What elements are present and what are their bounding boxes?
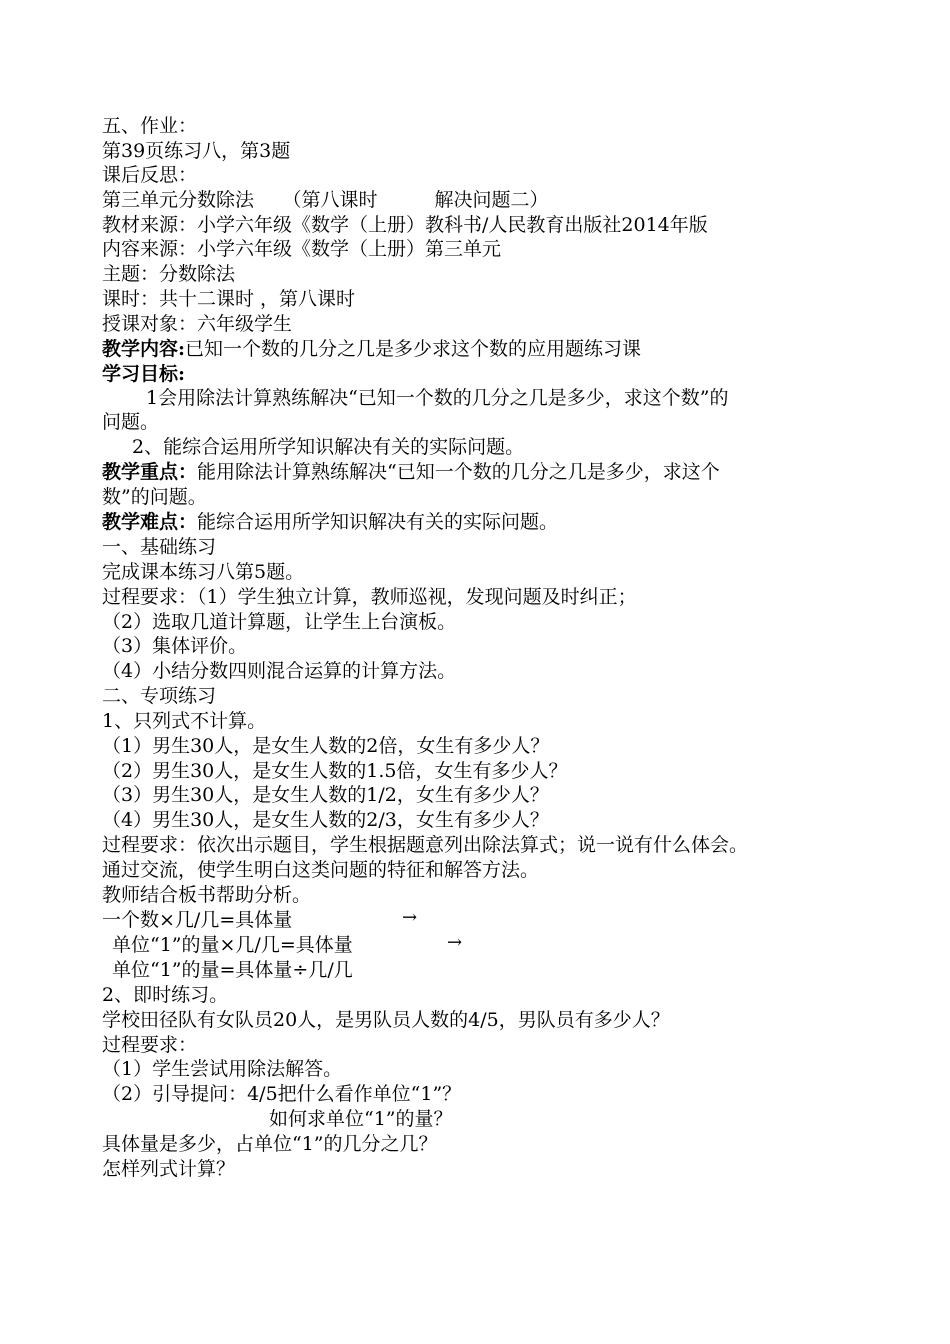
goal-1: 1会用除法计算熟练解决“已知一个数的几分之几是多少，求这个数”的 [146,387,729,409]
homework-text: 第39页练习八，第3题 [102,140,291,162]
homework-heading: 五、作业： [102,115,198,137]
process-req-2: 过程要求：依次出示题目，学生根据题意列出除法算式；说一说有什么体会。 [102,834,749,856]
key-point-cont: 数”的问题。 [102,486,207,508]
question-2: （2）男生30人，是女生人数的1.5倍，女生有多少人？ [102,760,568,782]
process-req-3-step-1: （1）学生尝试用除法解答。 [102,1058,343,1080]
reflection-heading: 课后反思： [102,164,198,186]
audience: 授课对象：六年级学生 [102,313,293,335]
process-req-2-cont: 通过交流，使学生明白这类问题的特征和解答方法。 [102,859,540,881]
teaching-content-label: 教学内容: [102,338,186,360]
teaching-content [102,337,641,361]
formula-2: 单位“1”的量×几/几=具体量 [112,934,353,956]
section-2-heading: 二、专项练习 [102,685,217,707]
section-1-heading: 一、基础练习 [102,536,217,558]
goal-1-cont: 问题。 [102,411,160,433]
process-req-3-step-2: （2）引导提问：4/5把什么看作单位“1”？ [102,1083,462,1105]
process-step-3: （3）集体评价。 [102,635,248,657]
guide-question-2: 具体量是多少，占单位“1”的几分之几？ [102,1133,438,1155]
arrow-icon: → [402,907,418,928]
exercise-2-problem: 学校田径队有女队员20人，是男队员人数的4/5，男队员有多少人？ [102,1009,670,1031]
section-1-task: 完成课本练习八第5题。 [102,561,305,583]
formula-3: 单位“1”的量=具体量÷几/几 [112,959,353,981]
key-point-text: 能用除法计算熟练解决“已知一个数的几分之几是多少，求这个 [197,461,720,483]
question-3: （3）男生30人，是女生人数的1/2，女生有多少人？ [102,784,549,806]
topic: 主题：分数除法 [102,263,236,285]
guide-question-3: 怎样列式计算？ [102,1158,236,1180]
difficulty [102,510,558,534]
difficulty-text: 能综合运用所学知识解决有关的实际问题。 [197,511,559,533]
difficulty-label: 教学难点： [102,511,198,533]
exercise-2-title: 2、即时练习。 [102,984,229,1006]
textbook-source: 教材来源：小学六年级《数学（上册）教科书/人民教育出版社2014年版 [102,214,708,236]
content-source: 内容来源：小学六年级《数学（上册）第三单元 [102,238,502,260]
question-1: （1）男生30人，是女生人数的2倍，女生有多少人？ [102,735,550,757]
key-point-label: 教学重点： [102,461,198,483]
arrow-icon: → [447,932,463,953]
unit-title: 第三单元分数除法 （第八课时 解决问题二） [102,189,549,211]
process-req-1: 过程要求：（1）学生独立计算，教师巡视，发现问题及时纠正； [102,586,637,608]
class-hours: 课时：共十二课时 ，第八课时 [102,288,356,310]
board-analysis: 教师结合板书帮助分析。 [102,884,312,906]
process-step-4: （4）小结分数四则混合运算的计算方法。 [102,660,457,682]
key-point [102,460,720,484]
goal-2: 2、能综合运用所学知识解决有关的实际问题。 [132,436,525,458]
exercise-1-title: 1、只列式不计算。 [102,710,267,732]
process-req-3: 过程要求： [102,1034,198,1056]
teaching-content-text: 已知一个数的几分之几是多少求这个数的应用题练习课 [185,338,642,360]
guide-question-1: 如何求单位“1”的量？ [269,1108,453,1130]
formula-1: 一个数×几/几=具体量 [102,909,293,931]
question-4: （4）男生30人，是女生人数的2/3，女生有多少人？ [102,809,549,831]
learning-goals-label: 学习目标: [102,363,186,385]
process-step-2: （2）选取几道计算题，让学生上台演板。 [102,611,457,633]
